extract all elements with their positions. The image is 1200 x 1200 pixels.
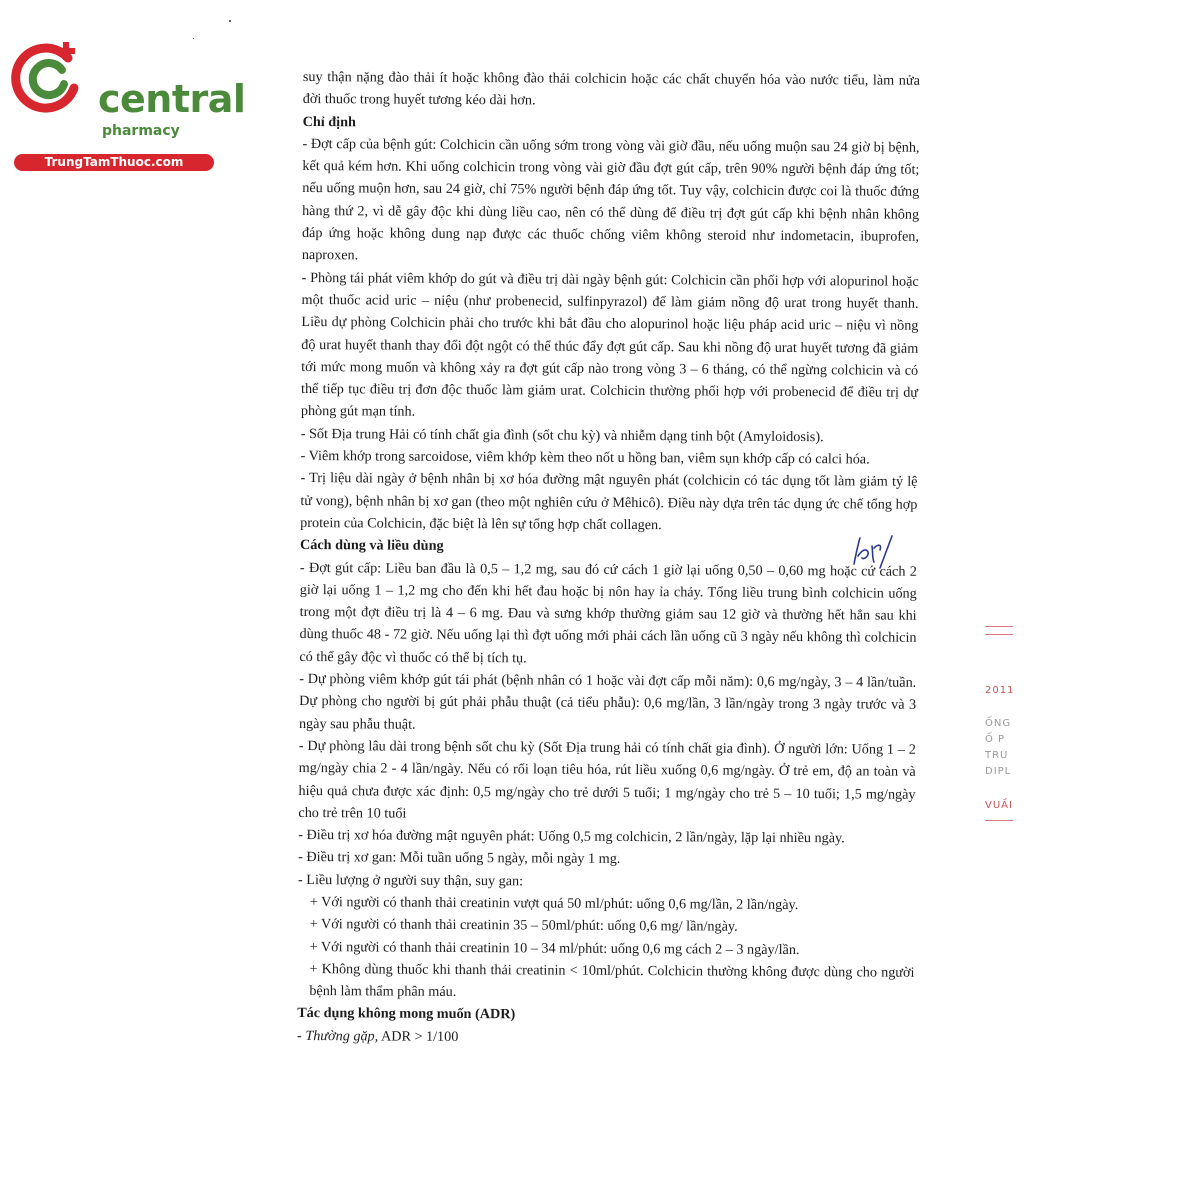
scan-speck: [193, 38, 194, 39]
dosage-item: - Đợt gút cấp: Liều ban đầu là 0,5 – 1,2 mg, sau đó cứ cách 1 giờ lại uống 0,50 – 0,60 mg hoặc cứ cách 2 giờ lại uống 1 – 1,2 mg cho đến khi hết đau hoặc bị nôn hay ỉa chảy. Tổng liều trung bình colchicin uống trong một đợt điều trị là 4 – 6 mg. Đau và sưng khớp thường giảm sau 12 giờ và thường hết hẳn sau khi dùng thuốc 48 - 72 giờ. Nếu uống lại thì đợt uống mới phải cách lần uống cũ 3 ngày nếu không thì colchicin có thể gây độc vì thuốc có thể bị tích tụ.: [299, 559, 917, 667]
stamp-fragment: VUẦI: [985, 800, 1013, 811]
stamp-edge-line: [985, 634, 1013, 635]
renal-dose-item: + Không dùng thuốc khi thanh thải creatinin < 10ml/phút. Colchicin thường không được dùng cho người bệnh làm thẩm phân máu.: [309, 960, 915, 1001]
dosage-item: - Điều trị xơ hóa đường mật nguyên phát: Uống 0,5 mg colchicin, 2 lần/ngày, lặp lại nhiều ngày.: [298, 827, 845, 847]
renal-dose-item: + Với người có thanh thải creatinin 10 – 34 ml/phút: uống 0,6 mg cách 2 – 3 ngày/lần.: [309, 938, 800, 958]
dosage-item: - Dự phòng lâu dài trong bệnh sốt chu kỳ (Sốt Địa trung hải có tính chất gia đình). Ở người lớn: Uống 1 – 2 mg/ngày chia 2 - 4 lần/ngày. Nếu có rối loạn tiêu hóa, rút liều xuống 0,6 mg/ngày. Ở trẻ em, độ an toàn và hiệu quả chưa được xác định: 0,5 mg/ngày cho trẻ dưới 5 tuổi; 1 mg/ngày cho trẻ 5 – 10 tuổi; 1,5 mg/ngày cho trẻ trên 10 tuổi: [298, 737, 916, 822]
stamp-fragment: Ố P: [985, 734, 1006, 745]
leaflet-page: [297, 66, 920, 1051]
adr-frequency-label: - Thường gặp,: [297, 1027, 379, 1045]
stamp-edge-line: [985, 626, 1013, 627]
pharmacy-cross-logo-icon: [10, 36, 90, 116]
indication-item: - Đợt cấp của bệnh gút: Colchicin cần uống sớm trong vòng vài giờ đầu, nếu uống muộn sau 24 giờ bị bệnh, kết quả kém hơn. Khi uống colchicin trong vòng vài giờ đầu đợt gút cấp, trên 90% người bệnh đáp ứng tốt; nếu uống muộn hơn, sau 24 giờ, chỉ 75% người bệnh đáp ứng tốt. Tuy vậy, colchicin được coi là thuốc đứng hàng thứ 2, vì dễ gây độc khi dùng liều cao, nên có thể dùng để điều trị đợt gút cấp khi bệnh nhân không đáp ứng hoặc không dung nạp được các thuốc chống viêm không steroid như indometacin, ibuprofen, naproxen.: [301, 135, 920, 264]
brand-logo[interactable]: [10, 36, 246, 169]
site-badge[interactable]: TrungTamThuoc.com: [14, 154, 214, 171]
brand-subtitle: pharmacy: [102, 123, 180, 139]
scan-speck: [229, 20, 231, 22]
section-heading-adr: Tác dụng không mong muốn (ADR): [297, 1005, 516, 1023]
indication-item: - Trị liệu dài ngày ở bệnh nhân bị xơ hóa đường mật nguyên phát (colchicin có tác dụng tốt làm giảm tỷ lệ tử vong), bệnh nhân bị xơ gan (theo một nghiên cứu ở Mêhicô). Điều này dựa trên tác dụng ức chế tổng hợp protein của Colchicin, đặc biệt là lên sự tổng hợp chất collagen.: [300, 470, 918, 534]
stamp-fragment: 2011: [985, 685, 1015, 696]
brand-name: central: [98, 77, 246, 121]
indication-item: - Phòng tái phát viêm khớp do gút và điều trị dài ngày bệnh gút: Colchicin cần phối hợp với alopurinol hoặc một thuốc acid uric – niệu (như probenecid, sulfinpyrazol) để làm giảm nồng độ urat trong huyết thanh. Liều dự phòng Colchicin phải cho trước khi bắt đầu cho alopurinol hoặc liệu pháp acid uric – niệu vì nồng độ urat huyết thanh thay đổi đột ngột có thể thúc đẩy đợt gút cấp. Sau khi nồng độ urat huyết tương đã giảm tới mức mong muốn và không xảy ra đợt gút cấp nào trong vòng 3 – 6 tháng, có thể ngừng colchicin và có thể tiếp tục điều trị đơn độc thuốc làm giảm urat. Colchicin thường phối hợp với probenecid để điều trị dự phòng gút mạn tính.: [300, 269, 919, 421]
dosage-item: - Dự phòng viêm khớp gút tái phát (bệnh nhân có 1 hoặc vài đợt cấp mỗi năm): 0,6 mg/ngày, 3 – 4 lần/tuần. Dự phòng cho người bị gút phải phẫu thuật (cả tiểu phẫu): 0,6 mg/lần, 3 lần/ngày trong 3 ngày trước và 3 ngày sau phẫu thuật.: [298, 671, 917, 733]
dosage-item: - Liều lượng ở người suy thận, suy gan:: [297, 871, 524, 890]
dosage-item: - Điều trị xơ gan: Mỗi tuần uống 5 ngày, mỗi ngày 1 mg.: [298, 849, 621, 868]
stamp-edge-line: [985, 820, 1013, 821]
intro-paragraph: suy thận nặng đào thải ít hoặc không đào thải colchicin hoặc các chất chuyển hóa vào nước tiểu, làm nửa đời thuốc trong huyết tương kéo dài hơn.: [302, 68, 920, 109]
handwritten-initial-icon: [846, 528, 896, 572]
renal-dose-item: + Với người có thanh thải creatinin vượt quá 50 ml/phút: uống 0,6 mg/lần, 2 lần/ngày.: [309, 894, 799, 914]
section-heading-indications: Chỉ định: [302, 113, 356, 130]
section-heading-dosage: Cách dùng và liều dùng: [300, 537, 444, 555]
renal-dose-item: + Với người có thanh thải creatinin 35 – 50ml/phút: uống 0,6 mg/ lần/ngày.: [309, 916, 738, 935]
indication-item: - Sốt Địa trung Hải có tính chất gia đình (sốt chu kỳ) và nhiễm dạng tinh bột (Amyloidosis).: [300, 425, 824, 445]
stamp-fragment: TRU: [985, 750, 1009, 761]
stamp-fragment: ỐNG: [985, 718, 1012, 729]
adr-frequency: [297, 1025, 914, 1051]
stamp-fragment: DIPL: [985, 766, 1012, 777]
indication-item: - Viêm khớp trong sarcoidose, viêm khớp kèm theo nốt u hồng ban, viêm sụn khớp cấp có calci hóa.: [300, 448, 870, 468]
adr-frequency-value: ADR > 1/100: [380, 1028, 459, 1045]
